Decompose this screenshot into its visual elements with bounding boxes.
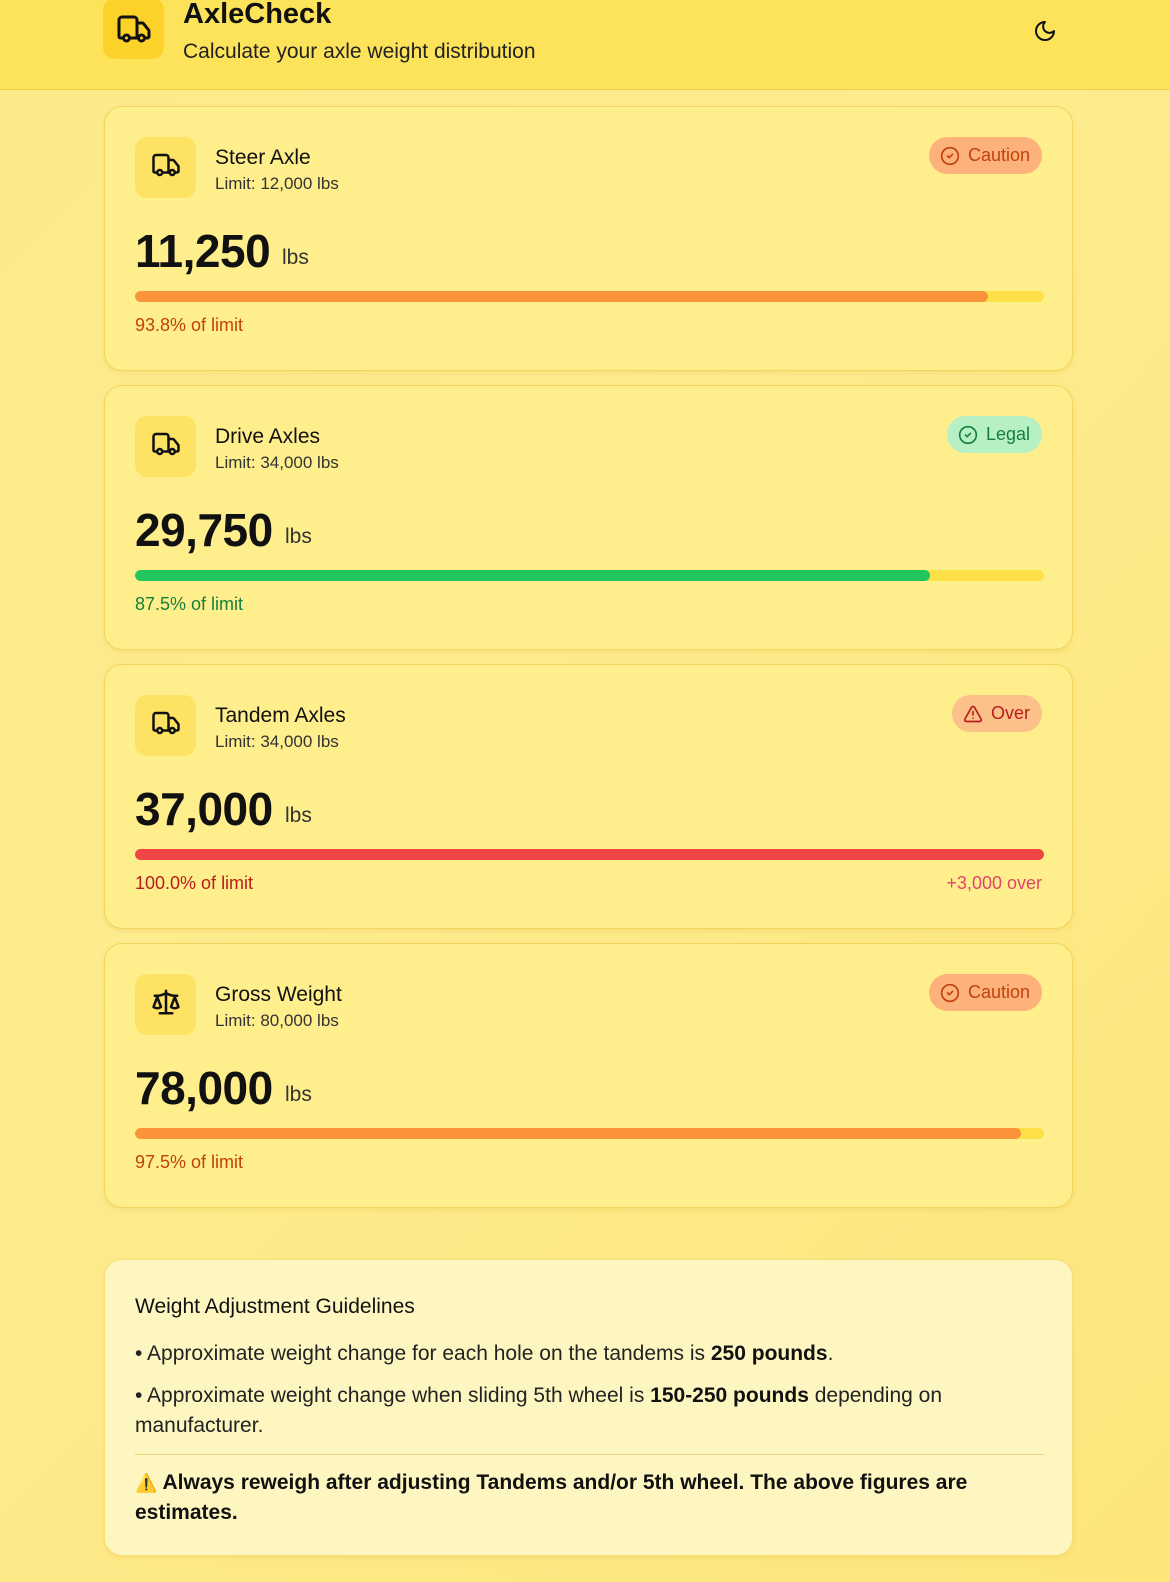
status-label: Legal [985, 424, 1030, 444]
guideline-text: • Approximate weight change for each hole on the tandems is [135, 1342, 711, 1365]
divider [135, 1454, 1044, 1455]
guideline-text: • Approximate weight change when sliding 5th wheel is [135, 1384, 651, 1407]
warning-text: Always reweigh after adjusting Tandems and/or 5th wheel. The above figures are estimates. [135, 1471, 968, 1524]
app-title: AxleCheck [183, 0, 332, 30]
percent-of-limit: 97.5% of limit [135, 1152, 244, 1172]
progress-bar [135, 1128, 1044, 1139]
truck-icon [151, 708, 181, 743]
check-circle-icon [940, 983, 960, 1003]
weight-unit: lbs [282, 246, 309, 269]
over-amount: +3,000 over [946, 873, 1042, 893]
card-icon [135, 695, 196, 756]
progress-fill [135, 1128, 1021, 1139]
weight-unit: lbs [285, 1083, 312, 1106]
truck-icon [151, 150, 181, 185]
axle-card [104, 664, 1073, 929]
truck-icon [116, 11, 152, 47]
moon-icon [1033, 19, 1057, 43]
truck-icon [151, 429, 181, 464]
card-icon [135, 416, 196, 477]
card-icon [135, 137, 196, 198]
status-badge [929, 137, 1042, 174]
progress-fill [135, 291, 988, 302]
card-title: Tandem Axles [215, 704, 346, 727]
warning-triangle-icon [963, 704, 983, 724]
guideline-text: depending on manufacturer. [135, 1384, 943, 1437]
card-title: Gross Weight [215, 983, 342, 1006]
progress-bar [135, 570, 1044, 581]
status-label: Over [990, 703, 1030, 723]
axle-card [104, 106, 1073, 371]
percent-of-limit: 87.5% of limit [135, 594, 244, 614]
guidelines-panel [104, 1259, 1073, 1556]
status-label: Caution [967, 145, 1030, 165]
weight-value: 37,000 [135, 783, 273, 835]
weight-value: 11,250 [135, 225, 271, 277]
progress-fill [135, 849, 1044, 860]
guideline-text: . [827, 1342, 834, 1365]
guideline-emphasis: 250 pounds [710, 1342, 828, 1365]
card-title: Drive Axles [215, 425, 321, 448]
weight-unit: lbs [285, 804, 312, 827]
guidelines-title: Weight Adjustment Guidelines [135, 1295, 415, 1318]
progress-fill [135, 570, 930, 581]
card-limit: Limit: 80,000 lbs [215, 1011, 339, 1030]
card-title: Steer Axle [215, 146, 311, 169]
card-limit: Limit: 34,000 lbs [215, 732, 339, 751]
theme-toggle-button[interactable] [1030, 16, 1060, 46]
check-circle-icon [940, 146, 960, 166]
status-badge [952, 695, 1042, 732]
weight-value: 29,750 [135, 504, 273, 556]
app-logo [103, 0, 164, 59]
progress-bar [135, 849, 1044, 860]
axle-card [104, 385, 1073, 650]
status-badge [929, 974, 1042, 1011]
percent-of-limit: 100.0% of limit [135, 873, 254, 893]
weight-value: 78,000 [135, 1062, 273, 1114]
scale-icon [151, 987, 181, 1022]
app-subtitle: Calculate your axle weight distribution [183, 40, 536, 63]
guideline-emphasis: 150-250 pounds [650, 1384, 809, 1407]
progress-bar [135, 291, 1044, 302]
status-label: Caution [967, 982, 1030, 1002]
weight-unit: lbs [285, 525, 312, 548]
warning-icon: ⚠️ [135, 1473, 158, 1493]
card-limit: Limit: 34,000 lbs [215, 453, 339, 472]
card-limit: Limit: 12,000 lbs [215, 174, 339, 193]
card-icon [135, 974, 196, 1035]
app-header [0, 0, 1170, 90]
percent-of-limit: 93.8% of limit [135, 315, 244, 335]
axle-card [104, 943, 1073, 1208]
guideline-fifth-wheel [135, 1381, 1015, 1441]
reweigh-warning [135, 1468, 1015, 1528]
check-circle-icon [958, 425, 978, 445]
guideline-tandem [135, 1339, 1015, 1369]
status-badge [947, 416, 1042, 453]
